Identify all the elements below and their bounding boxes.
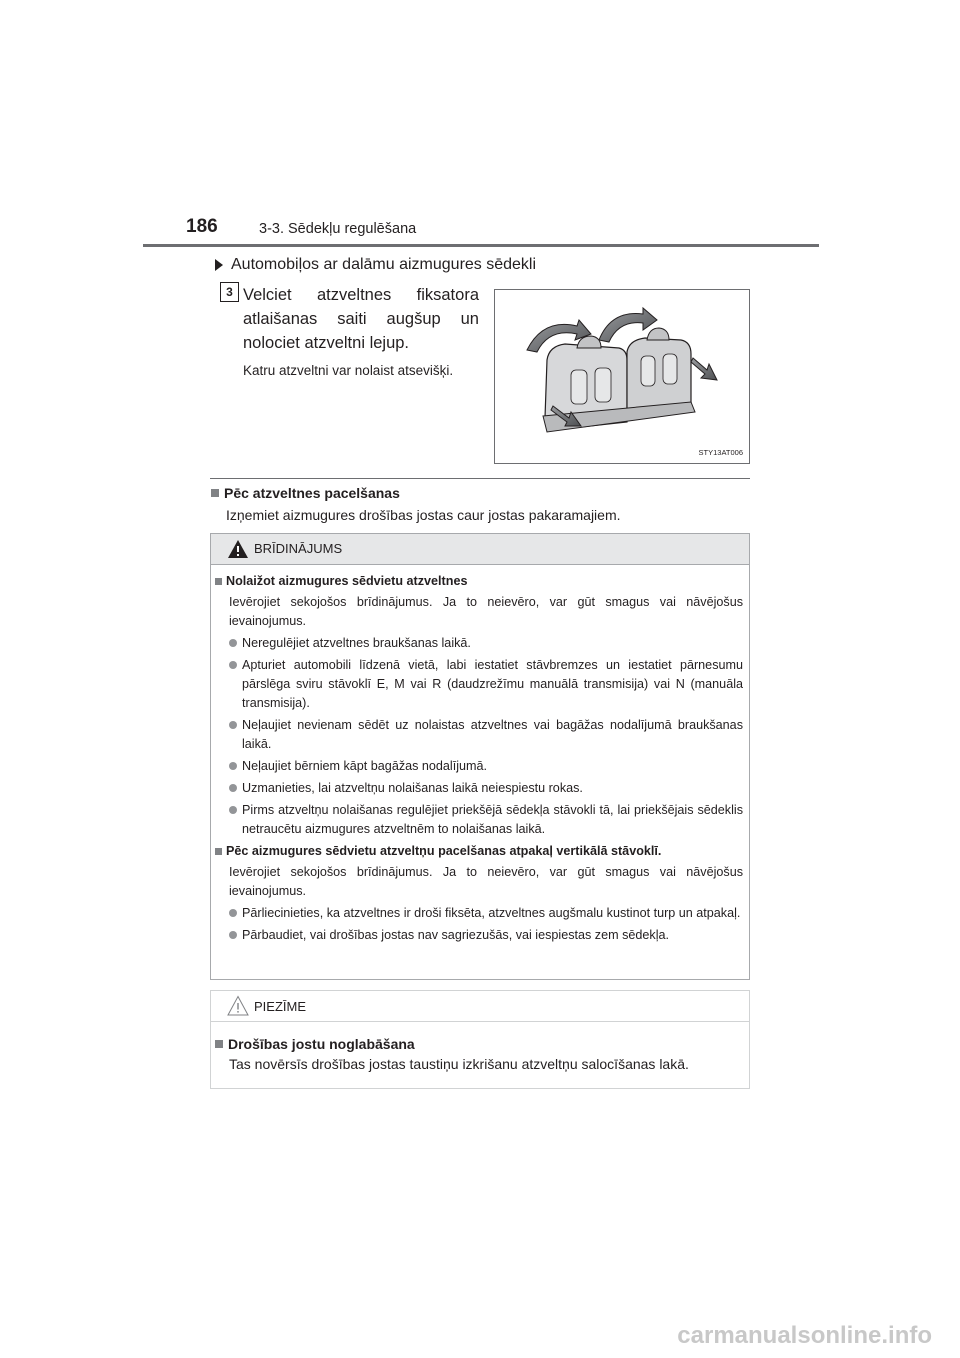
warning-item-text: Pārliecinieties, ka atzveltnes ir droši fiksēta, atzveltnes augšmalu kustinot turp un atpakaļ. [242,906,741,920]
warning-item-text: Neļaujiet bērniem kāpt bagāžas nodalījumā. [242,759,488,773]
warning-item [215,779,743,798]
square-bullet-icon [215,1040,223,1048]
raising-heading [211,485,400,501]
note-box [210,990,750,1089]
header-rule [143,244,819,247]
bullet-dot-icon [229,762,237,770]
raising-heading-text: Pēc atzveltnes pacelšanas [224,485,400,501]
warning-box [210,533,750,980]
warning-item-text: Neļaujiet nevienam sēdēt uz nolaistas atzveltnes vai bagāžas nodalījumā braukšanas laikā. [242,718,743,751]
square-bullet-icon [215,848,222,855]
subheading [215,256,536,274]
warning-title: BRĪDINĀJUMS [254,541,343,556]
warning-section-heading [215,572,743,591]
note-content [215,1034,745,1074]
warning-triangle-icon [227,539,249,559]
warning-section-heading-text: Nolaižot aizmugures sēdvietu atzveltnes [226,574,468,588]
warning-item [215,634,743,653]
warning-header [211,534,749,565]
step-number: 3 [220,282,239,302]
bullet-dot-icon [229,639,237,647]
warning-content [215,572,743,948]
note-heading-text: Drošības jostu noglabāšana [228,1036,415,1052]
rear-seat-fold-icon [495,290,749,440]
note-title: PIEZĪME [254,999,307,1014]
warning-item-text: Apturiet automobili līdzenā vietā, labi iestatiet stāvbremzes un iestatiet pārnesumu pārslēga sviru stāvoklī E, M vai R (daudzrežīmu manuālā transmisija) vai N (manuāla transmisija). [242,658,743,710]
warning-item [215,716,743,754]
step-note: Katru atzveltni var nolaist atsevišķi. [243,363,454,378]
warning-intro: Ievērojiet sekojošos brīdinājumus. Ja to neievēro, var gūt smagus vai nāvējošus ievainojumus. [229,595,743,628]
warning-item [215,904,743,923]
warning-item [215,801,743,839]
warning-item-text: Uzmanieties, lai atzveltņu nolaišanas laikā neiespiestu rokas. [242,781,583,795]
subheading-text: Automobiļos ar dalāmu aizmugures sēdekli [231,256,537,273]
note-header [211,991,749,1022]
notice-triangle-icon [227,995,249,1017]
warning-item [215,926,743,945]
note-text: Tas novērsīs drošības jostas taustiņu izkrišanu atzveltņu salocīšanas lakā. [229,1056,689,1072]
watermark: carmanualsonline.info [677,1322,932,1349]
warning-item-text: Pirms atzveltņu nolaišanas regulējiet priekšējā sēdekļa stāvokli tā, lai priekšējais sēdeklis netraucētu aizmugures atzveltnēm to nolaišanas laikā. [242,803,743,836]
warning-item-text: Neregulējiet atzveltnes braukšanas laikā. [242,636,471,650]
bullet-dot-icon [229,806,237,814]
warning-item [215,757,743,776]
bullet-dot-icon [229,721,237,729]
bullet-dot-icon [229,909,237,917]
bullet-dot-icon [229,661,237,669]
warning-item-text: Pārbaudiet, vai drošības jostas nav sagriezušās, vai iespiestas zem sēdekļa. [242,928,670,942]
raising-text: Izņemiet aizmugures drošības jostas caur jostas pakaramajiem. [226,507,621,523]
warning-intro: Ievērojiet sekojošos brīdinājumus. Ja to neievēro, var gūt smagus vai nāvējošus ievainojumus. [229,865,743,898]
warning-section-heading-text: Pēc aizmugures sēdvietu atzveltņu pacelšanas atpakaļ vertikālā stāvoklī. [226,844,662,858]
square-bullet-icon [211,489,219,497]
divider [210,478,750,479]
note-heading [215,1034,745,1054]
section-title: 3-3. Sēdekļu regulēšana [259,221,417,237]
square-bullet-icon [215,578,222,585]
page-number: 186 [186,216,218,237]
seat-illustration [494,289,750,464]
warning-item [215,656,743,713]
bullet-dot-icon [229,931,237,939]
warning-section-heading [215,842,743,861]
step-text: Velciet atzveltnes fiksatora atlaišanas saiti augšup un nolociet atzveltni lejup. [243,286,479,352]
figure-code: STY13AT006 [698,448,743,457]
bullet-dot-icon [229,784,237,792]
arrow-right-icon [215,259,223,271]
